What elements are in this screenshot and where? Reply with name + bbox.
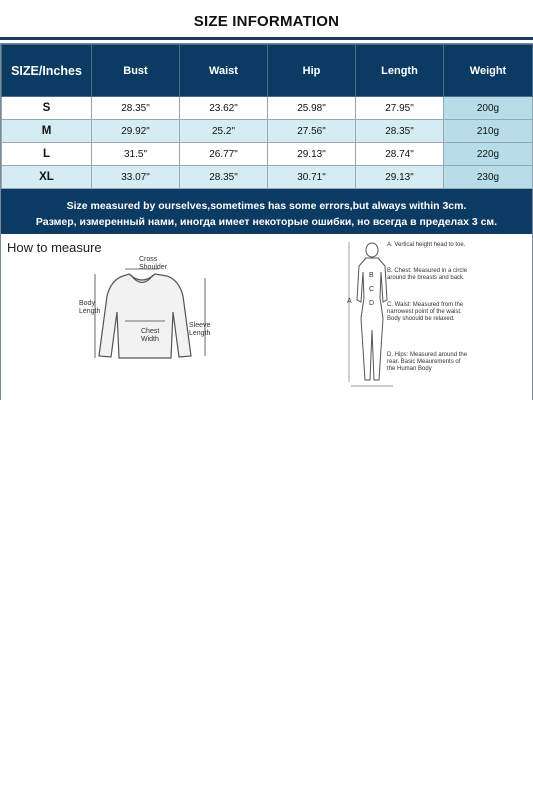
size-cell: M (2, 120, 92, 143)
column-header-weight: Weight (444, 45, 533, 97)
table-row (2, 166, 533, 189)
bust-cell: 28.35" (92, 97, 180, 120)
size-cell: XL (2, 166, 92, 189)
table-header-row (2, 45, 533, 97)
page-title: SIZE INFORMATION (193, 13, 340, 30)
bust-cell: 31.5" (92, 143, 180, 166)
column-header-bust: Bust (92, 45, 180, 97)
sleeve-length-label: Sleeve Length (189, 322, 211, 337)
bust-cell: 33.07" (92, 166, 180, 189)
table-row (2, 143, 533, 166)
title-divider (0, 37, 533, 40)
shirt-illustration (87, 256, 217, 366)
hip-cell: 27.56" (268, 120, 356, 143)
hip-cell: 29.13" (268, 143, 356, 166)
length-cell: 28.74" (356, 143, 444, 166)
size-chart-panel (0, 43, 533, 400)
column-header-waist: Waist (180, 45, 268, 97)
size-table (1, 44, 533, 189)
notice-english: Size measured by ourselves,sometimes has some errors,but always within 3cm. (66, 200, 467, 212)
table-row (2, 97, 533, 120)
note-hips: D. Hips: Measured around the rear. Basic Meaurements of the Human Body (387, 352, 468, 372)
note-waist: C. Waist: Measured from the narrowest point of the waist. Body shoould be relaxed. (387, 302, 464, 322)
waist-cell: 25.2" (180, 120, 268, 143)
cross-shoulder-label: Cross Shoulder (139, 256, 168, 271)
weight-cell: 210g (444, 120, 533, 143)
length-cell: 29.13" (356, 166, 444, 189)
note-height: A. Vertical height head to toe. (387, 242, 466, 248)
body-length-label: Body Length (79, 300, 101, 315)
chest-width-label: Chest Width (141, 328, 160, 343)
measurement-notice (1, 189, 532, 234)
hip-cell: 25.98" (268, 97, 356, 120)
how-to-measure-section (1, 234, 532, 400)
bust-cell: 29.92" (92, 120, 180, 143)
hip-cell: 30.71" (268, 166, 356, 189)
how-to-measure-heading: How to measure (7, 240, 102, 255)
weight-cell: 230g (444, 166, 533, 189)
waist-cell: 28.35" (180, 166, 268, 189)
marker-a: A (347, 298, 352, 305)
shirt-diagram (79, 256, 217, 366)
marker-c: C (369, 286, 375, 293)
column-header-size: SIZE/Inches (2, 45, 92, 97)
note-chest: B. Chest: Measured in a circle around the breasts and back. (387, 268, 468, 281)
size-cell: S (2, 97, 92, 120)
body-diagram (341, 238, 531, 398)
weight-cell: 200g (444, 97, 533, 120)
column-header-length: Length (356, 45, 444, 97)
waist-cell: 23.62" (180, 97, 268, 120)
length-cell: 27.95" (356, 97, 444, 120)
weight-cell: 220g (444, 143, 533, 166)
size-cell: L (2, 143, 92, 166)
notice-russian: Размер, измеренный нами, иногда имеет некоторые ошибки, но всегда в пределах 3 см. (35, 216, 498, 228)
marker-d: D (369, 300, 375, 307)
marker-b: B (369, 272, 374, 279)
table-row (2, 120, 533, 143)
waist-cell: 26.77" (180, 143, 268, 166)
column-header-hip: Hip (268, 45, 356, 97)
length-cell: 28.35" (356, 120, 444, 143)
